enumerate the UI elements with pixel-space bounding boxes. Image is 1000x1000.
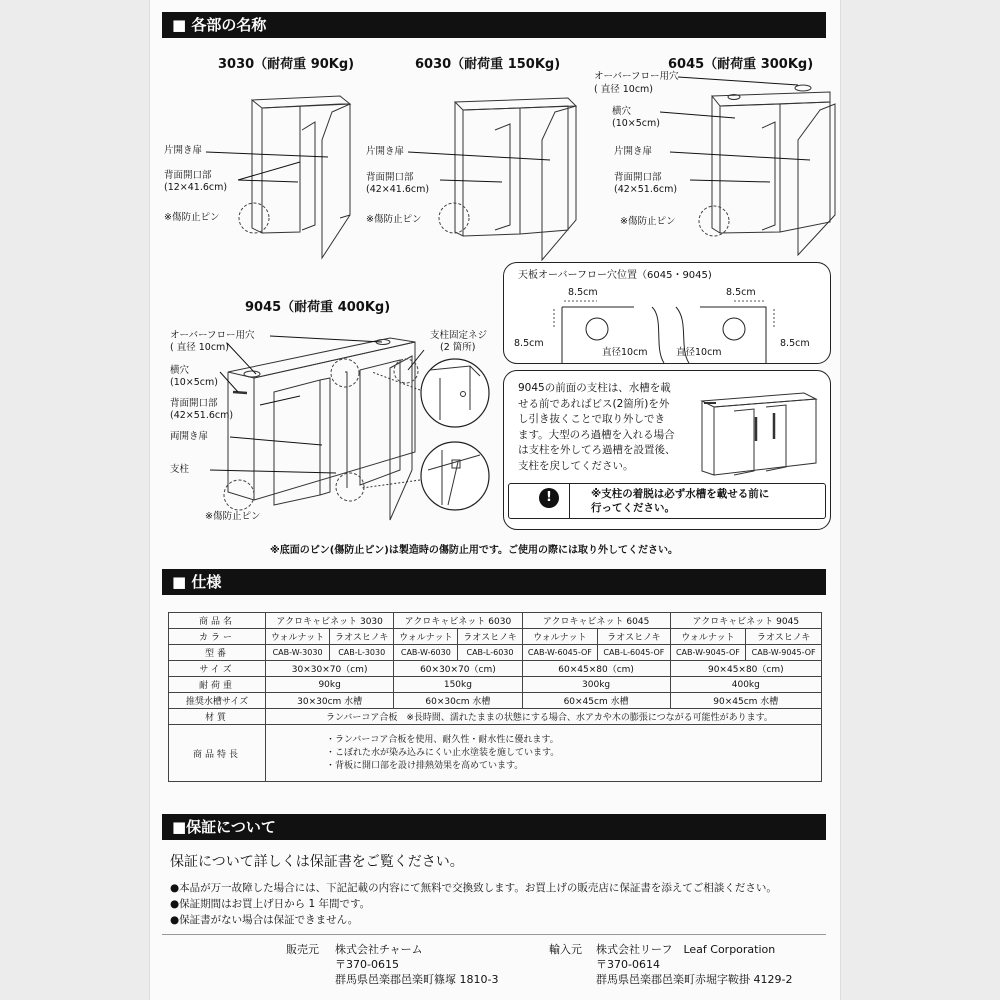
label-overflow-dia-6045: ( 直径 10cm) [594,84,654,95]
feature-item: ・こぼれた水が染み込みにくい止水塗装を施しています。 [326,747,560,758]
spec-cell: 150kg [394,677,522,693]
spec-table [168,612,822,782]
spec-cell: 30×30cm 水槽 [266,693,394,709]
label-single-door-6045: 片開き扉 [614,146,653,157]
overflow-dim-4: 8.5cm [780,338,810,349]
spec-cell: 90×45×80（cm) [670,661,821,677]
spec-cell: CAB-W-9045-OF [670,645,746,661]
spec-header-feature: 商品特長 [169,725,266,782]
label-pillar-9045: 支柱 [170,464,190,475]
seller-name: 株式会社チャーム [335,943,423,956]
overflow-box-title: 天板オーバーフロー穴位置（6045・9045) [518,270,712,281]
table-row [169,677,822,693]
spec-cell: CAB-W-3030 [266,645,330,661]
spec-header-material: 材質 [169,709,266,725]
spec-cell: ラオスヒノキ [330,629,394,645]
importer-name: 株式会社リーフ Leaf Corporation [596,943,776,956]
label-single-door-6030: 片開き扉 [366,146,405,157]
feature-item: ・ランバーコア合板を使用、耐久性・耐水性に優れます。 [326,734,559,745]
table-row [169,725,822,782]
overflow-dim-2: 8.5cm [514,338,544,349]
spec-cell: ラオスヒノキ [598,629,670,645]
spec-cell: 60×45cm 水槽 [522,693,670,709]
model-title-9045: 9045（耐荷重 400Kg) [245,300,391,315]
label-side-hole-size-9045: (10×5cm) [170,377,218,388]
spec-cell: アクロキャビネット 3030 [266,613,394,629]
overflow-dim-1: 8.5cm [568,287,598,298]
overflow-dia-2: 直径10cm [676,347,722,358]
spec-cell: アクロキャビネット 9045 [670,613,821,629]
label-pillar-screw-count: (2 箇所) [440,342,476,353]
label-back-opening-6045: 背面開口部 [614,172,662,183]
model-title-3030: 3030（耐荷重 90Kg) [218,57,355,72]
warning-divider [569,484,570,518]
spec-cell: アクロキャビネット 6045 [522,613,670,629]
label-back-size-9045: (42×51.6cm) [170,410,234,421]
pillar-info-box [503,370,831,530]
spec-header-load: 耐荷重 [169,677,266,693]
label-pin-3030: ※傷防止ピン [164,212,220,223]
label-overflow-6045: オーバーフロー用穴 [594,71,679,82]
pillar-warning-panel [508,483,826,519]
label-back-size-6045: (42×51.6cm) [614,184,678,195]
label-overflow-dia-9045: ( 直径 10cm) [170,342,230,353]
divider [162,934,826,935]
label-back-size-6030: (42×41.6cm) [366,184,430,195]
label-single-door-3030: 片開き扉 [164,145,203,156]
pin-note: ※底面のピン(傷防止ピン)は製造時の傷防止用です。ご使用の際には取り外してください。 [270,545,679,556]
label-side-hole-9045: 横穴 [170,365,190,376]
importer-address: 群馬県邑楽郡邑楽町赤堀字鞍掛 4129-2 [596,973,793,986]
label-side-hole-6045: 横穴 [612,106,632,117]
label-pillar-screw: 支柱固定ネジ [430,330,488,341]
spec-header-name: 商品名 [169,613,266,629]
label-back-opening-9045: 背面開口部 [170,398,218,409]
spec-cell: ウォルナット [670,629,746,645]
spec-cell: 400kg [670,677,821,693]
warranty-item: ●本品が万一故障した場合には、下記記載の内容にて無料で交換致します。お買上げの販売店に保証書を添えてご相談ください。 [170,882,777,894]
spec-cell: ウォルナット [522,629,598,645]
overflow-dia-1: 直径10cm [602,347,648,358]
spec-features [266,725,822,782]
spec-cell: ラオスヒノキ [746,629,822,645]
spec-cell: 60×45×80（cm) [522,661,670,677]
spec-header-tank: 推奨水槽サイズ [169,693,266,709]
spec-cell: CAB-W-9045-OF [746,645,822,661]
section-header-spec: ■ 仕様 [162,569,826,595]
seller-address: 群馬県邑楽郡邑楽町篠塚 1810-3 [335,973,499,986]
label-double-door-9045: 両開き扉 [170,431,209,442]
spec-cell: CAB-L-6030 [458,645,522,661]
spec-cell: 30×30×70（cm) [266,661,394,677]
label-overflow-9045: オーバーフロー用穴 [170,330,255,341]
table-row [169,645,822,661]
overflow-dim-3: 8.5cm [726,287,756,298]
section-header-parts: ■ 各部の名称 [162,12,826,38]
spec-header-model: 型番 [169,645,266,661]
table-row [169,693,822,709]
model-title-6030: 6030（耐荷重 150Kg) [415,57,561,72]
spec-cell: ウォルナット [394,629,458,645]
spec-header-size: サイズ [169,661,266,677]
spec-cell: CAB-W-6030 [394,645,458,661]
warranty-item: ●保証期間はお買上げ日から 1 年間です。 [170,898,371,910]
label-side-hole-size-6045: (10×5cm) [612,118,660,129]
warranty-item: ●保証書がない場合は保証できません。 [170,914,359,926]
model-title-6045: 6045（耐荷重 300Kg) [668,57,814,72]
warranty-lead: 保証について詳しくは保証書をご覧ください。 [170,854,464,870]
spec-cell: 90kg [266,677,394,693]
label-back-size-3030: (12×41.6cm) [164,182,228,193]
spec-cell: CAB-L-3030 [330,645,394,661]
spec-cell: ウォルナット [266,629,330,645]
spec-cell: 60×30×70（cm) [394,661,522,677]
label-pin-6045: ※傷防止ピン [620,216,676,227]
spec-cell: 90×45cm 水槽 [670,693,821,709]
label-back-opening-3030: 背面開口部 [164,170,212,181]
exclamation-icon: ! [539,488,559,508]
table-row [169,709,822,725]
manual-page [150,0,840,1000]
table-row [169,629,822,645]
table-row [169,613,822,629]
spec-cell: 300kg [522,677,670,693]
spec-material: ランバーコア合板 ※長時間、濡れたままの状態にする場合、水アカや木の膨張につながる可能性があります。 [266,709,822,725]
spec-cell: CAB-W-6045-OF [522,645,598,661]
spec-header-color: カラー [169,629,266,645]
spec-cell: アクロキャビネット 6030 [394,613,522,629]
importer-zip: 〒370-0614 [596,958,660,971]
table-row [169,661,822,677]
spec-cell: CAB-L-6045-OF [598,645,670,661]
section-header-warranty: ■保証について [162,814,826,840]
pillar-info-text: 9045の前面の支柱は、水槽を載 せる前であればビス(2箇所)を外 し引き抜くことで取り外しでき ます。大型のろ過槽を入れる場合 は支柱を外してろ過槽を設置後、 支柱を戻してください。 [518,382,676,472]
pillar-warning-text: ※支柱の着脱は必ず水槽を載せる前に 行ってください。 [591,488,770,514]
label-back-opening-6030: 背面開口部 [366,172,414,183]
spec-cell: ラオスヒノキ [458,629,522,645]
importer-role: 輸入元 [549,943,582,956]
seller-role: 販売元 [286,943,319,956]
overflow-position-box [503,262,831,364]
spec-cell: 60×30cm 水槽 [394,693,522,709]
label-pin-6030: ※傷防止ピン [366,214,422,225]
feature-item: ・背板に開口部を設け排熱効果を高めています。 [326,760,524,771]
seller-zip: 〒370-0615 [335,958,399,971]
label-pin-9045: ※傷防止ピン [205,511,261,522]
